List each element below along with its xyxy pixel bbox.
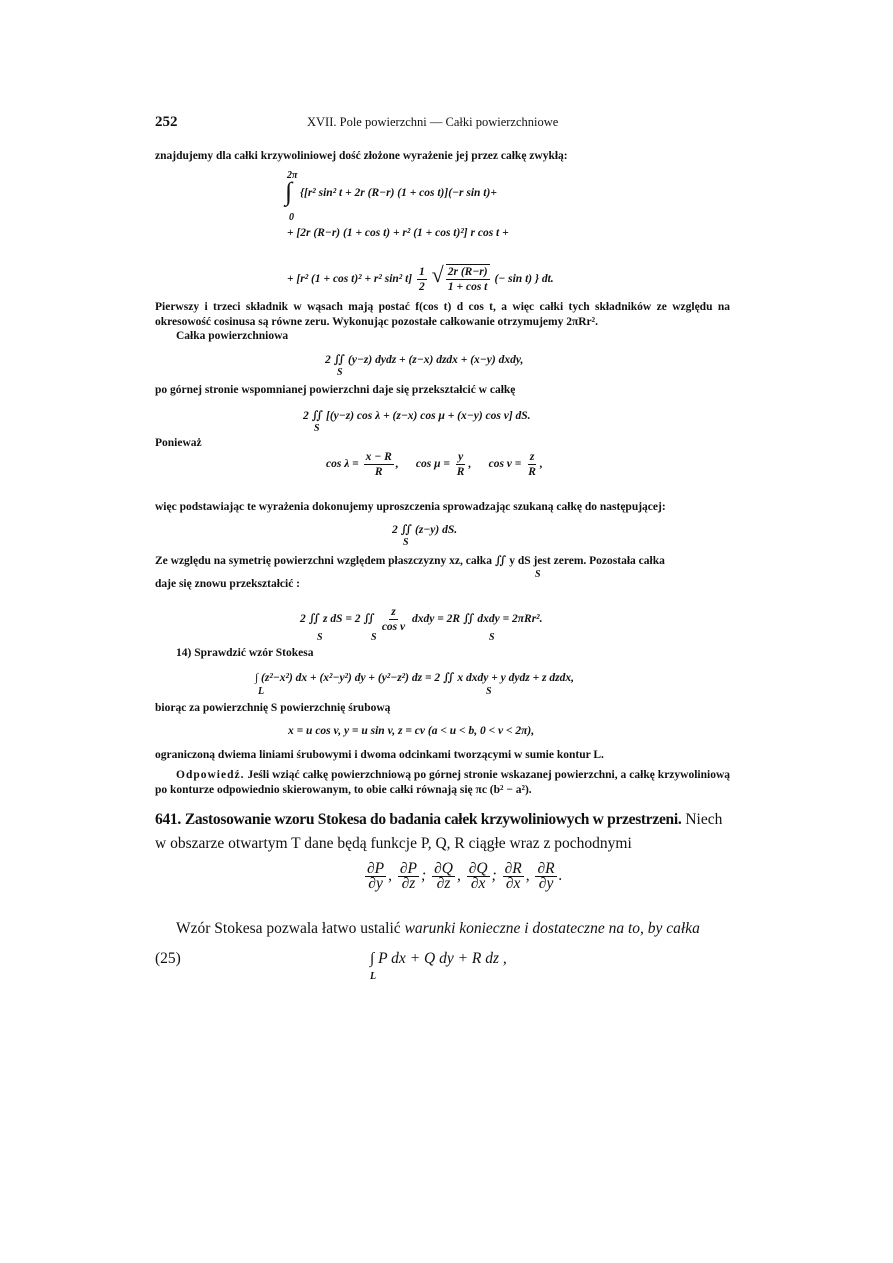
section-number: 641. <box>155 811 181 828</box>
half-denominator: 2 <box>419 280 425 293</box>
equation-25: ∫ P dx + Q dy + R dz , <box>370 950 507 967</box>
stokes-sub-L: L <box>258 686 265 697</box>
final-frac-den: cos ν <box>381 621 406 633</box>
partial-P-z: $\frac{\partial P}{\partial z}$ <box>399 860 418 892</box>
intro-line: znajdujemy dla całki krzywoliniowej dość złożone wyrażenie jej przez całkę zwykłą: <box>155 150 568 162</box>
partial-P-y: $\frac{\partial P}{\partial y}$ <box>367 860 385 892</box>
final-computation <box>300 605 543 634</box>
integrand-line-3 <box>287 262 554 294</box>
partial-Q-x: $\frac{\partial Q}{\partial x}$ <box>468 860 488 892</box>
final-sub-1: S <box>317 632 323 643</box>
half-fraction <box>417 265 427 294</box>
answer-paragraph <box>155 768 730 798</box>
sqrt-numerator: 2r (R−r) <box>447 266 488 279</box>
partial-Q-z: $\frac{\partial Q}{\partial z}$ <box>434 860 453 892</box>
stokes-line <box>176 920 700 938</box>
direction-cosines: cos λ = $\frac{x - R}{R}$ , cos μ = $\frac{y}{R}$ , cos ν = $\frac{z}{R}$ , <box>326 451 543 478</box>
again-line: daje się znowu przekształcić : <box>155 578 300 590</box>
cos-lambda-fraction <box>364 450 394 479</box>
cos-lambda-label: cos λ = <box>326 458 359 471</box>
final-sub-2: S <box>371 632 377 643</box>
sqrt-fraction <box>446 264 490 294</box>
section-heading <box>155 811 722 829</box>
answer-text: Jeśli wziąć całkę powierzchniową po górnej stronie wskazanej powierzchni, a całkę krzywoliniową po konturze odpowiednio skierowanym, to obie całki równają się πc (b² − a²). <box>155 769 731 796</box>
bounded-line: ograniczoną dwiema liniami śrubowymi i dwoma odcinkami tworzącymi w sumie kontur L. <box>155 749 604 761</box>
taking-line: biorąc za powierzchnię S powierzchnię śrubową <box>155 702 391 714</box>
section-title: Zastosowanie wzoru Stokesa do badania całek krzywoliniowych w przestrzeni. <box>184 811 682 828</box>
reduced-integral: 2 ∬ (z−y) dS. <box>392 524 458 536</box>
substituting-line: więc podstawiając te wyrażenia dokonujemy uproszczenia sprowadzając szukaną całkę do następującej: <box>155 501 666 513</box>
page-number: 252 <box>155 114 178 130</box>
cos-mu-label: cos μ = <box>415 458 450 471</box>
cos-mu-fraction <box>455 450 467 479</box>
half-numerator: 1 <box>419 265 425 278</box>
cos-nu-den: R <box>528 466 536 478</box>
final-frac-num: z <box>391 606 396 618</box>
integrand-3-end: (− sin t) } dt. <box>494 273 554 285</box>
integrand-line-2: + [2r (R−r) (1 + cos t) + r² (1 + cos t)²] r cos t + <box>287 227 509 239</box>
final-part-a: 2 ∬ z dS = 2 ∬ <box>300 613 375 626</box>
integral-upper-limit: 2π <box>287 170 298 181</box>
stokes-line-b: warunki konieczne i dostateczne na to, by całka <box>404 920 700 937</box>
partial-derivatives: $\frac{\partial P}{\partial y}$ , $\frac{\partial P}{\partial z}$ ; $\frac{\partial Q}{\partial z}$ , $\frac{\partial Q}{\partial x}$ ; $\frac{\partial R}{\partial x}$ , $\frac{\partial R}{\partial y}$ . <box>367 860 563 892</box>
cos-lambda-num: x − R <box>365 451 392 463</box>
exercise-14: 14) Sprawdzić wzór Stokesa <box>176 647 314 659</box>
equation-25-sub: L <box>370 971 377 982</box>
cos-nu-fraction <box>526 450 538 479</box>
surface-label: Całka powierzchniowa <box>176 330 289 342</box>
sqrt-sign: √ <box>431 262 444 287</box>
final-sub-3: S <box>489 632 495 643</box>
running-head: XVII. Pole powierzchni — Całki powierzchniowe <box>307 115 559 129</box>
symmetry-sub: S <box>535 569 541 580</box>
integral-sign: ∫ <box>285 177 293 206</box>
symmetry-line: Ze względu na symetrię powierzchni względem płaszczyzny xz, całka ∬ y dS jest zerem. Pozostała całka <box>155 555 665 567</box>
cos-nu-num: z <box>529 451 535 463</box>
sqrt-denominator: 1 + cos t <box>447 281 488 294</box>
since-label: Ponieważ <box>155 437 202 449</box>
paragraph-1: Pierwszy i trzeci składnik w wąsach mają postać f(cos t) d cos t, a więc całki tych składników ze względu na okresowość cosinusa są równe zeru. Wykonując pozostałe całkowanie otrzymujemy 2πRr². <box>155 301 730 328</box>
stokes-equation: ∫ (z²−x²) dx + (x²−y²) dy + (y²−z²) dz = 2 ∬ x dxdy + y dydz + z dzdx, <box>255 672 574 684</box>
surface-integral-2-sub: S <box>314 423 320 434</box>
surface-integral-2: 2 ∬ [(y−z) cos λ + (z−x) cos μ + (x−y) cos ν] dS. <box>303 410 531 422</box>
equation-number: (25) <box>155 950 181 967</box>
parametrization: x = u cos v, y = u sin v, z = cv (a < u < b, 0 < v < 2π), <box>288 725 535 737</box>
integrand-3-start: + [r² (1 + cos t)² + r² sin² t] <box>287 273 413 285</box>
final-fraction <box>380 605 407 634</box>
section-lead: Niech <box>685 811 723 828</box>
stokes-sub-S: S <box>486 686 492 697</box>
stokes-line-a: Wzór Stokesa pozwala łatwo ustalić <box>176 920 401 937</box>
surface-integral: 2 ∬ (y−z) dydz + (z−x) dzdx + (x−y) dxdy, <box>325 354 524 366</box>
integral-lower-limit: 0 <box>289 212 294 223</box>
cos-nu-label: cos ν = <box>488 458 522 471</box>
reduced-integral-sub: S <box>403 537 409 548</box>
upper-side-line: po górnej stronie wspomnianej powierzchni daje się przekształcić w całkę <box>155 384 516 396</box>
partial-R-y: $\frac{\partial R}{\partial y}$ <box>537 860 555 892</box>
integrand-line-1: {[r² sin² t + 2r (R−r) (1 + cos t)](−r sin t)+ <box>300 187 497 199</box>
section-line-2: w obszarze otwartym T dane będą funkcje P, Q, R ciągłe wraz z pochodnymi <box>155 835 632 852</box>
answer-label: Odpowiedź. <box>176 769 245 781</box>
partial-R-x: $\frac{\partial R}{\partial x}$ <box>504 860 522 892</box>
cos-mu-den: R <box>456 466 465 478</box>
final-part-b: dxdy = 2R ∬ dxdy = 2πRr². <box>412 613 543 626</box>
cos-mu-num: y <box>458 451 464 463</box>
cos-lambda-den: R <box>374 466 383 478</box>
surface-integral-sub: S <box>337 367 343 378</box>
